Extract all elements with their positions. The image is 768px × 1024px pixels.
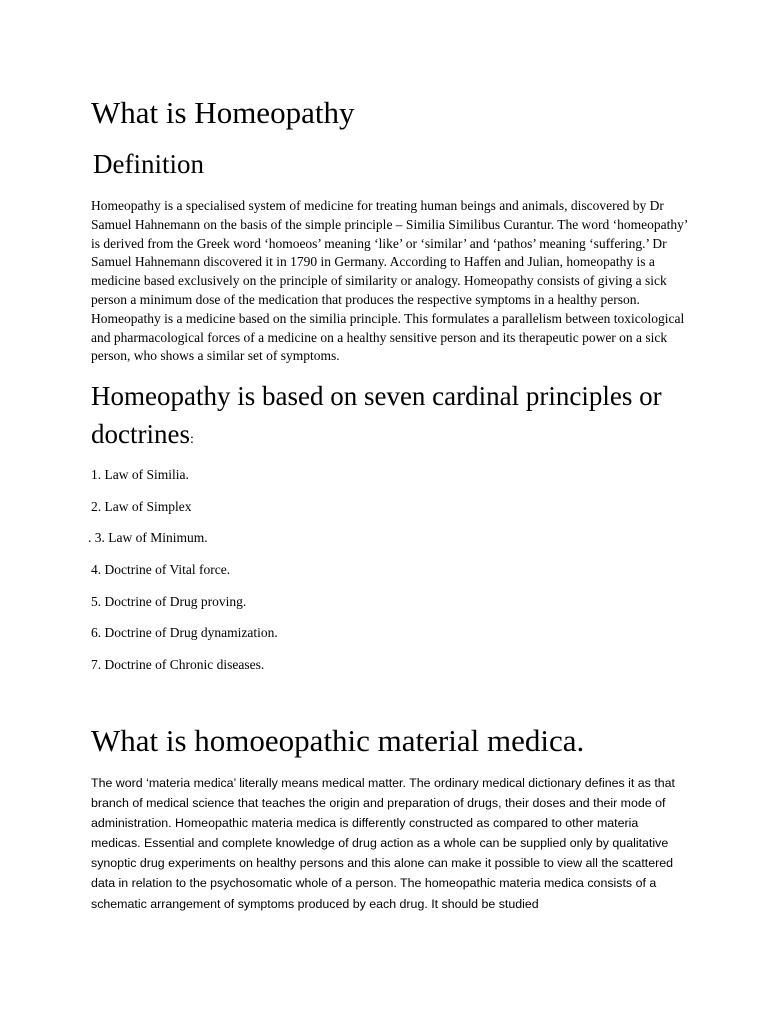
- principles-heading-colon: :: [189, 432, 194, 447]
- list-item: 1. Law of Similia.: [91, 467, 189, 482]
- list-item: 6. Doctrine of Drug dynamization.: [91, 625, 278, 640]
- materia-medica-heading: What is homoeopathic material medica.: [91, 723, 585, 758]
- list-item: 5. Doctrine of Drug proving.: [91, 594, 247, 609]
- materia-medica-paragraph: The word ‘materia medica’ literally means medical matter. The ordinary medical dictionary defines it as that branch of medical science that teaches the origin and preparation of drugs, their doses and their mode of administration. Homeopathic materia medica is differently constructed as compared to other materia medicas. Essential and complete knowledge of drug action as a whole can be supplied only by qualitative synoptic drug experiments on healthy persons and this alone can make it possible to view all the scattered data in relation to the psychosomatic whole of a person. The homeopathic materia medica consists of a schematic arrangement of symptoms produced by each drug. It should be studied: [91, 776, 675, 911]
- list-item: . 3. Law of Minimum.: [88, 530, 208, 545]
- principles-heading: [91, 377, 731, 459]
- list-item: 4. Doctrine of Vital force.: [91, 562, 231, 577]
- principles-heading-text: Homeopathy is based on seven cardinal principles or doctrines: [91, 381, 662, 449]
- definition-paragraph: Homeopathy is a specialised system of medicine for treating human beings and animals, discovered by Dr Samuel Hahnemann on the basis of the simple principle – Similia Similibus Curantur. The word ‘homeopathy’ is derived from the Greek word ‘homoeos’ meaning ‘like’ or ‘similar’ and ‘pathos’ meaning ‘suffering.’ Dr Samuel Hahnemann discovered it in 1790 in Germany. According to Haffen and Julian, homeopathy is a medicine based exclusively on the principle of similarity or analogy. Homeopathy consists of giving a sick person a minimum dose of the medication that produces the respective symptoms in a healthy person. Homeopathy is a medicine based on the similia principle. This formulates a parallelism between toxicological and pharmacological forces of a medicine on a healthy sensitive person and its therapeutic power on a sick person, who shows a similar set of symptoms.: [91, 198, 688, 364]
- list-item: 2. Law of Simplex: [91, 499, 192, 514]
- page-title: What is Homeopathy: [91, 95, 355, 130]
- definition-heading: Definition: [93, 149, 204, 179]
- list-item: 7. Doctrine of Chronic diseases.: [91, 657, 265, 672]
